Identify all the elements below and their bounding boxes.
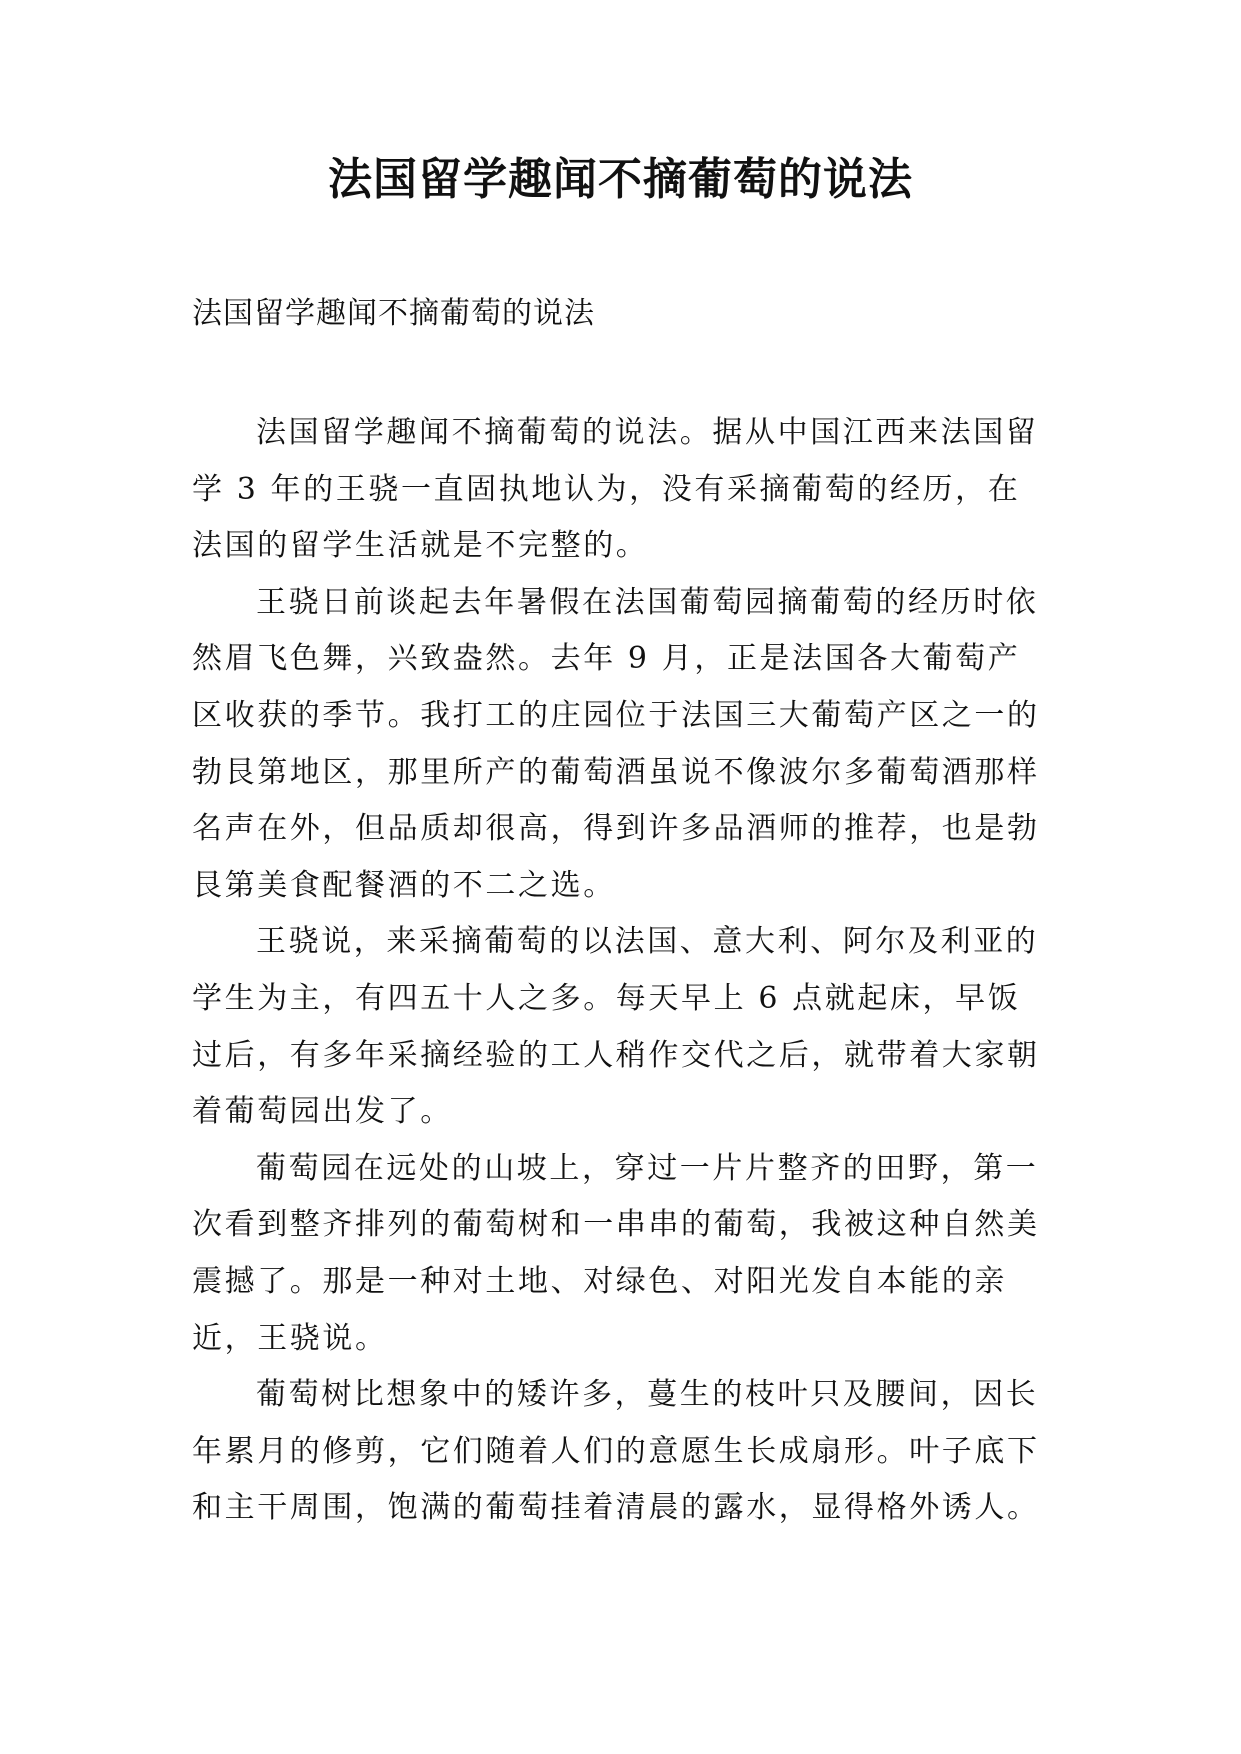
- body-paragraph: 葡萄树比想象中的矮许多，蔓生的枝叶只及腰间，因长年累月的修剪，它们随着人们的意愿生长成扇形。叶子底下和主干周围，饱满的葡萄挂着清晨的露水，显得格外诱人。: [192, 1377, 1040, 1526]
- body-paragraph: 王骁日前谈起去年暑假在法国葡萄园摘葡萄的经历时依然眉飞色舞，兴致盎然。去年 9 月，正是法国各大葡萄产区收获的季节。我打工的庄园位于法国三大葡萄产区之一的勃艮第地区，那里所产的葡萄酒虽说不像波尔多葡萄酒那样名声在外，但品质却很高，得到许多品酒师的推荐，也是勃艮第美食配餐酒的不二之选。: [192, 584, 1040, 903]
- body-paragraph: 法国留学趣闻不摘葡萄的说法。据从中国江西来法国留学 3 年的王骁一直固执地认为，没有采摘葡萄的经历，在法国的留学生活就是不完整的。: [192, 415, 1039, 564]
- document-body: [192, 405, 1052, 1537]
- document-subtitle: 法国留学趣闻不摘葡萄的说法: [192, 296, 595, 331]
- document-title: 法国留学趣闻不摘葡萄的说法: [328, 154, 913, 205]
- body-paragraph: 王骁说，来采摘葡萄的以法国、意大利、阿尔及利亚的学生为主，有四五十人之多。每天早上 6 点就起床，早饭过后，有多年采摘经验的工人稍作交代之后，就带着大家朝着葡萄园出发了。: [192, 924, 1040, 1130]
- body-paragraph: 葡萄园在远处的山坡上，穿过一片片整齐的田野，第一次看到整齐排列的葡萄树和一串串的葡萄，我被这种自然美震撼了。那是一种对土地、对绿色、对阳光发自本能的亲近，王骁说。: [192, 1150, 1040, 1356]
